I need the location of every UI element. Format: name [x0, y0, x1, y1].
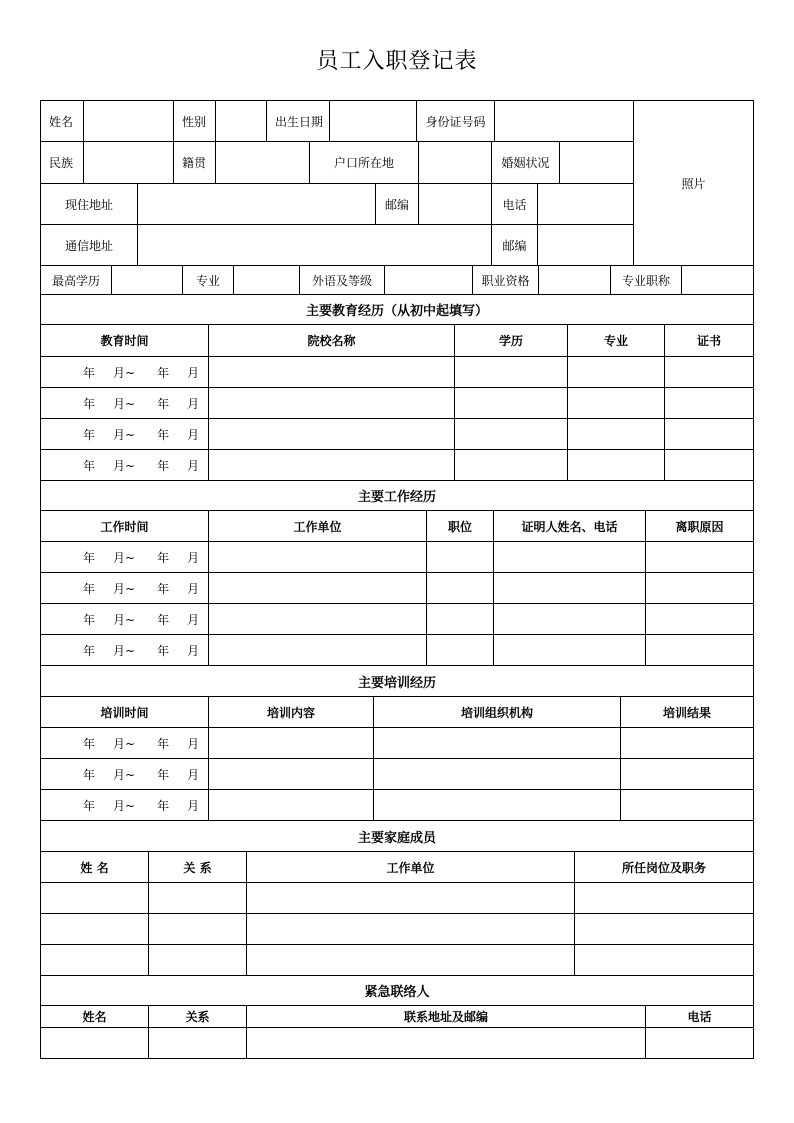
date-part: 月	[187, 767, 200, 782]
current-address-label: 现住地址	[40, 183, 138, 225]
family-name-header: 姓 名	[40, 851, 149, 883]
family-input[interactable]	[148, 913, 247, 945]
education-date-cell[interactable]	[40, 356, 209, 388]
training-input[interactable]	[373, 758, 621, 790]
mailing-postcode-input[interactable]	[537, 224, 634, 266]
date-part: 年	[83, 396, 96, 411]
date-part: 年	[157, 396, 170, 411]
current-address-input[interactable]	[137, 183, 376, 225]
date-part: 月~	[113, 736, 136, 751]
date-part: 年	[83, 612, 96, 627]
birth-date-label: 出生日期	[266, 100, 330, 142]
work-section-title: 主要工作经历	[40, 480, 754, 511]
date-part: 年	[157, 643, 170, 658]
education-input[interactable]	[208, 418, 455, 450]
photo-box[interactable]: 照片	[633, 100, 754, 266]
emergency-section-title: 紧急联络人	[40, 975, 754, 1006]
training-date-cell[interactable]	[40, 727, 209, 759]
work-input[interactable]	[426, 541, 494, 573]
date-part: 月	[187, 736, 200, 751]
mailing-address-input[interactable]	[137, 224, 492, 266]
native-place-label: 籍贯	[173, 141, 216, 184]
work-time-header: 工作时间	[40, 510, 209, 542]
hukou-location-input[interactable]	[418, 141, 492, 184]
education-input[interactable]	[664, 356, 754, 388]
registration-form	[41, 101, 754, 1059]
work-input[interactable]	[208, 572, 427, 604]
family-input[interactable]	[574, 944, 754, 976]
date-part: 年	[83, 365, 96, 380]
edu-major-header: 专业	[567, 324, 665, 357]
education-input[interactable]	[208, 356, 455, 388]
emergency-input[interactable]	[246, 1027, 646, 1059]
id-number-label: 身份证号码	[416, 100, 495, 142]
certificate-header: 证书	[664, 324, 754, 357]
major-label: 专业	[182, 265, 234, 295]
work-input[interactable]	[493, 572, 646, 604]
work-date-cell[interactable]	[40, 603, 209, 635]
family-input[interactable]	[40, 913, 149, 945]
date-part: 年	[157, 550, 170, 565]
family-input[interactable]	[246, 882, 575, 914]
training-input[interactable]	[373, 789, 621, 821]
phone-label: 电话	[491, 183, 538, 225]
family-input[interactable]	[148, 882, 247, 914]
family-input[interactable]	[574, 882, 754, 914]
qualification-input[interactable]	[538, 265, 611, 295]
date-part: 月~	[113, 581, 136, 596]
reference-header: 证明人姓名、电话	[493, 510, 646, 542]
date-part: 月~	[113, 365, 136, 380]
employer-header: 工作单位	[208, 510, 427, 542]
date-part: 月	[187, 550, 200, 565]
training-input[interactable]	[208, 727, 374, 759]
education-input[interactable]	[567, 418, 665, 450]
education-input[interactable]	[567, 449, 665, 481]
emergency-address-header: 联系地址及邮编	[246, 1005, 646, 1028]
date-part: 年	[83, 798, 96, 813]
training-date-cell[interactable]	[40, 789, 209, 821]
education-input[interactable]	[208, 449, 455, 481]
date-part: 年	[83, 767, 96, 782]
work-input[interactable]	[493, 541, 646, 573]
education-input[interactable]	[664, 387, 754, 419]
date-part: 月~	[113, 798, 136, 813]
date-part: 年	[83, 427, 96, 442]
date-part: 月	[187, 581, 200, 596]
form-title: 员工入职登记表	[316, 49, 478, 74]
date-part: 年	[83, 458, 96, 473]
ethnicity-label: 民族	[40, 141, 84, 184]
education-input[interactable]	[567, 387, 665, 419]
family-employer-header: 工作单位	[246, 851, 575, 883]
work-input[interactable]	[208, 541, 427, 573]
education-date-cell[interactable]	[40, 387, 209, 419]
date-part: 月	[187, 798, 200, 813]
date-part: 月	[187, 396, 200, 411]
family-input[interactable]	[574, 913, 754, 945]
training-date-cell[interactable]	[40, 758, 209, 790]
foreign-language-label: 外语及等级	[299, 265, 385, 295]
training-input[interactable]	[208, 758, 374, 790]
degree-header: 学历	[454, 324, 568, 357]
training-time-header: 培训时间	[40, 696, 209, 728]
family-position-header: 所任岗位及职务	[574, 851, 754, 883]
date-part: 年	[157, 427, 170, 442]
date-part: 月	[187, 458, 200, 473]
work-input[interactable]	[426, 603, 494, 635]
qualification-label: 职业资格	[472, 265, 539, 295]
school-name-header: 院校名称	[208, 324, 455, 357]
date-part: 月~	[113, 767, 136, 782]
work-input[interactable]	[645, 541, 754, 573]
foreign-language-input[interactable]	[384, 265, 473, 295]
training-input[interactable]	[373, 727, 621, 759]
date-part: 年	[157, 581, 170, 596]
position-header: 职位	[426, 510, 494, 542]
date-part: 月	[187, 365, 200, 380]
family-input[interactable]	[246, 913, 575, 945]
emergency-name-header: 姓名	[40, 1005, 149, 1028]
date-part: 年	[83, 550, 96, 565]
date-part: 年	[157, 798, 170, 813]
work-date-cell[interactable]	[40, 572, 209, 604]
training-org-header: 培训组织机构	[373, 696, 621, 728]
date-part: 月~	[113, 396, 136, 411]
date-part: 月~	[113, 612, 136, 627]
training-input[interactable]	[208, 789, 374, 821]
education-section-title: 主要教育经历（从初中起填写）	[40, 294, 754, 325]
gender-input[interactable]	[215, 100, 267, 142]
work-input[interactable]	[426, 634, 494, 666]
professional-title-input[interactable]	[681, 265, 754, 295]
training-input[interactable]	[620, 789, 754, 821]
date-part: 月	[187, 612, 200, 627]
training-result-header: 培训结果	[620, 696, 754, 728]
training-input[interactable]	[620, 758, 754, 790]
date-part: 月	[187, 427, 200, 442]
education-input[interactable]	[567, 356, 665, 388]
gender-label: 性别	[173, 100, 216, 142]
work-date-cell[interactable]	[40, 541, 209, 573]
date-part: 年	[157, 767, 170, 782]
work-input[interactable]	[208, 603, 427, 635]
education-input[interactable]	[664, 449, 754, 481]
date-part: 年	[157, 612, 170, 627]
emergency-input[interactable]	[645, 1027, 754, 1059]
education-date-cell[interactable]	[40, 418, 209, 450]
date-part: 年	[83, 581, 96, 596]
marital-status-input[interactable]	[559, 141, 634, 184]
family-input[interactable]	[246, 944, 575, 976]
date-part: 月~	[113, 550, 136, 565]
date-part: 月~	[113, 458, 136, 473]
major-input[interactable]	[233, 265, 300, 295]
education-level-label: 最高学历	[40, 265, 112, 295]
postcode-input[interactable]	[418, 183, 492, 225]
work-input[interactable]	[493, 634, 646, 666]
marital-status-label: 婚姻状况	[491, 141, 560, 184]
emergency-phone-header: 电话	[645, 1005, 754, 1028]
date-part: 月~	[113, 643, 136, 658]
work-input[interactable]	[645, 572, 754, 604]
professional-title-label: 专业职称	[610, 265, 682, 295]
education-time-header: 教育时间	[40, 324, 209, 357]
date-part: 年	[157, 365, 170, 380]
date-part: 年	[157, 458, 170, 473]
hukou-location-label: 户口所在地	[309, 141, 419, 184]
native-place-input[interactable]	[215, 141, 310, 184]
date-part: 年	[157, 736, 170, 751]
name-input[interactable]	[83, 100, 174, 142]
education-input[interactable]	[208, 387, 455, 419]
education-input[interactable]	[454, 418, 568, 450]
training-input[interactable]	[620, 727, 754, 759]
birth-date-input[interactable]	[329, 100, 417, 142]
work-date-cell[interactable]	[40, 634, 209, 666]
education-date-cell[interactable]	[40, 449, 209, 481]
education-input[interactable]	[454, 356, 568, 388]
work-input[interactable]	[645, 603, 754, 635]
family-input[interactable]	[148, 944, 247, 976]
work-input[interactable]	[645, 634, 754, 666]
training-content-header: 培训内容	[208, 696, 374, 728]
ethnicity-input[interactable]	[83, 141, 174, 184]
education-level-input[interactable]	[111, 265, 183, 295]
mailing-address-label: 通信地址	[40, 224, 138, 266]
leave-reason-header: 离职原因	[645, 510, 754, 542]
work-input[interactable]	[208, 634, 427, 666]
work-input[interactable]	[493, 603, 646, 635]
emergency-relation-header: 关系	[148, 1005, 247, 1028]
phone-input[interactable]	[537, 183, 634, 225]
date-part: 月~	[113, 427, 136, 442]
name-label: 姓名	[40, 100, 84, 142]
date-part: 年	[83, 643, 96, 658]
mailing-postcode-label: 邮编	[491, 224, 538, 266]
date-part: 年	[83, 736, 96, 751]
emergency-input[interactable]	[148, 1027, 247, 1059]
education-input[interactable]	[454, 387, 568, 419]
id-number-input[interactable]	[494, 100, 634, 142]
postcode-label: 邮编	[375, 183, 419, 225]
family-input[interactable]	[40, 944, 149, 976]
family-input[interactable]	[40, 882, 149, 914]
family-relation-header: 关 系	[148, 851, 247, 883]
education-input[interactable]	[664, 418, 754, 450]
emergency-input[interactable]	[40, 1027, 149, 1059]
work-input[interactable]	[426, 572, 494, 604]
family-section-title: 主要家庭成员	[40, 820, 754, 852]
training-section-title: 主要培训经历	[40, 665, 754, 697]
education-input[interactable]	[454, 449, 568, 481]
date-part: 月	[187, 643, 200, 658]
